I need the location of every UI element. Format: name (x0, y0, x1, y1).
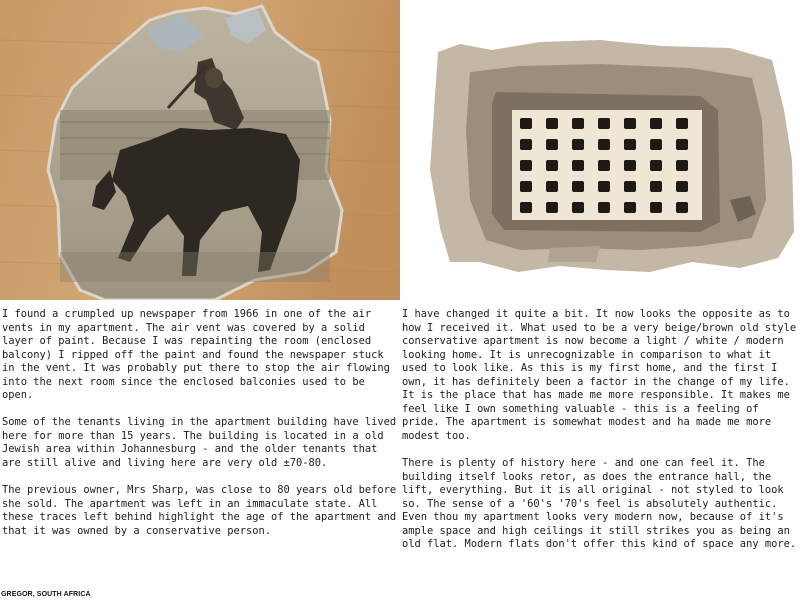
air-vent-photo (400, 0, 800, 300)
story-paragraph: Some of the tenants living in the apartment building have lived here for more than 15 years. The building is located in a old Jewish area within Johannesburg - and the older tenants that are still alive and living here are very old ±70-80. (2, 416, 397, 470)
author-credit: GREGOR, SOUTH AFRICA (1, 591, 91, 598)
story-paragraph: I have changed it quite a bit. It now looks the opposite as to how I received it. What used to be a very beige/brown old style conservative apartment is now become a light / white / modern looking home. It is unrecognizable in comparison to what it used to look like. As this is my first home, and the first I own, it has definitely been a factor in the change of my life. It is the place that has made me more responsible. It makes me feel like I own something valuable - this is a feeling of pride. The apartment is somewhat modest and ha made me more modest too. (402, 308, 797, 442)
story-paragraph: There is plenty of history here - and one can feel it. The building itself looks retor, as does the entrance hall, the lift, everything. But it is all original - not styled to look so. The sense of a '60's '70's feel is absolutely authentic. Even thou my apartment looks very modern now, because of it's ample space and high ceilings it still strikes you as being an old flat. Modern flats don't offer this kind of space any more. (402, 457, 797, 551)
right-text-column (402, 308, 798, 565)
left-text-column (2, 308, 400, 552)
newspaper-scrap-photo (0, 0, 400, 300)
story-paragraph: I found a crumpled up newspaper from 1966 in one of the air vents in my apartment. The air vent was covered by a solid layer of paint. Because I was repainting the room (enclosed balcony) I ripped off the paint and found the newspaper stuck in the vent. It was probably put there to stop the air flowing into the next room since the enclosed balconies used to be open. (2, 308, 390, 402)
story-paragraph: The previous owner, Mrs Sharp, was close to 80 years old before she sold. The apartment was left in an immaculate state. All these traces left behind highlight the age of the apartment and that it was owned by a conservative person. (2, 484, 397, 537)
